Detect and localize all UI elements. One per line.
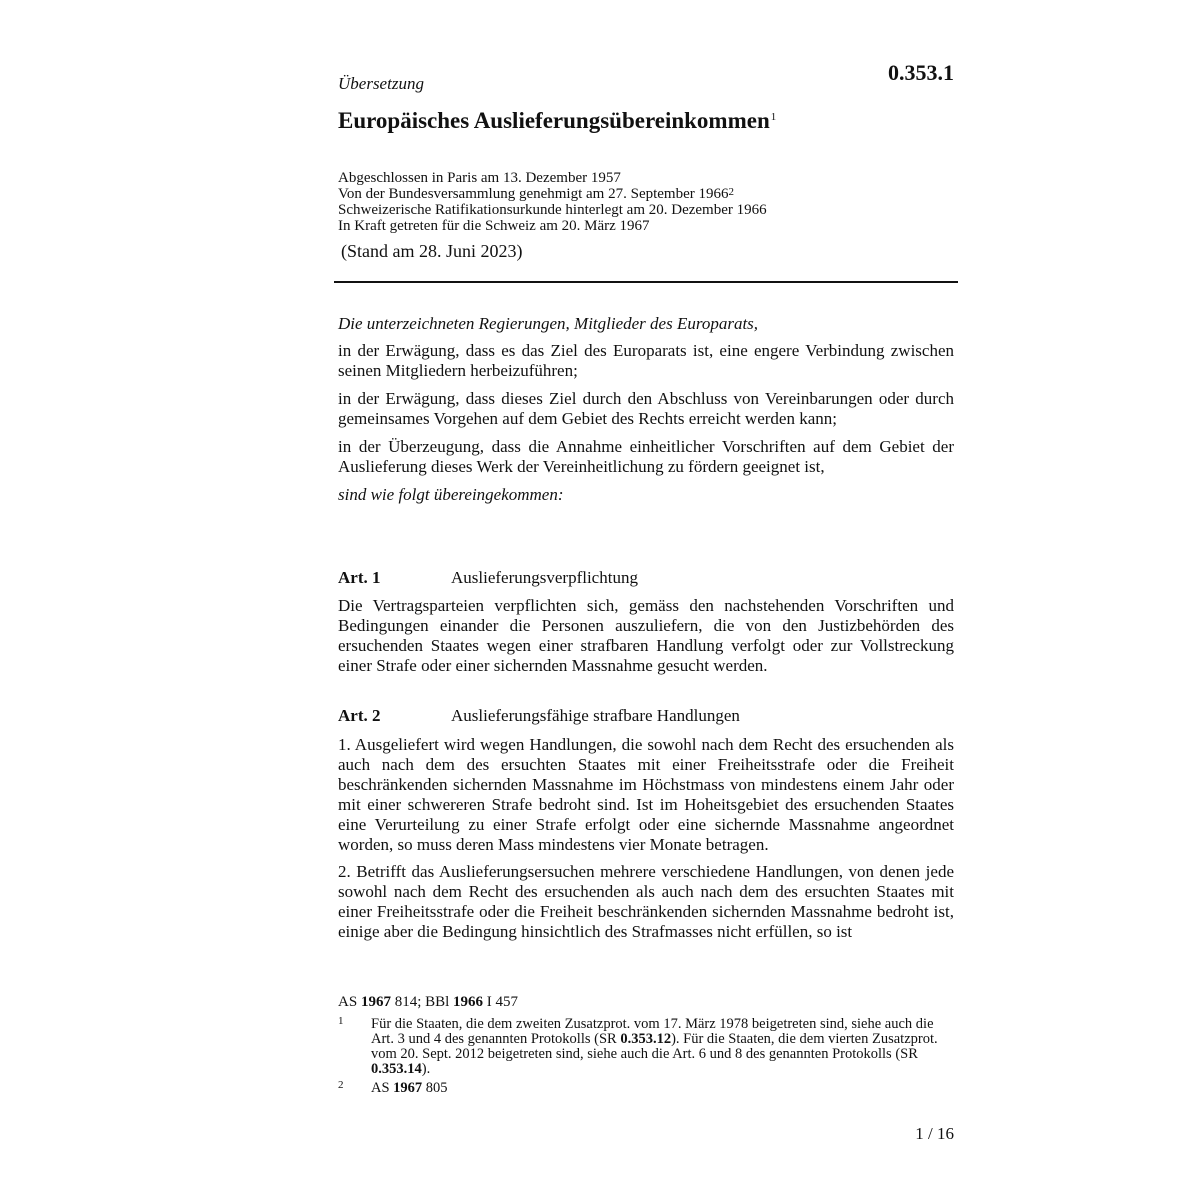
source-as-year: 1967 [360,994,391,1010]
meta-approved-text: Von der Bundesversammlung genehmigt am 27. September 1966 [338,186,729,202]
meta-in-force: In Kraft getreten für die Schweiz am 20. März 1967 [338,218,650,234]
preamble-para-2: in der Erwägung, dass dieses Ziel durch den Abschluss von Vereinbarungen oder durch gemeinsames Vorgehen auf dem Gebiet des Rechts erreicht werden kann; [338,389,954,428]
sr-number: 0.353.1 [888,60,954,85]
article-1-title: Auslieferungsverpflichtung [451,568,638,587]
preamble-closing: sind wie folgt übereingekommen: [338,485,564,504]
status-line: (Stand am 28. Juni 2023) [341,241,523,261]
document-title-text: Europäisches Auslieferungsübereinkommen [338,108,770,133]
source-bbl-year: 1966 [453,994,484,1010]
translation-label: Übersetzung [338,74,424,93]
footnote-2-text [371,1081,943,1096]
footnote-1 [338,1017,954,1077]
footnote-1-text-a: Für die Staaten, die dem zweiten Zusatzprot. vom 17. März 1978 beigetreten sind, siehe auch die Art. 3 und 4 des genannten Protokolls (SR [371,1016,934,1047]
meta-approved [338,186,767,202]
preamble-para-1: in der Erwägung, dass es das Ziel des Europarats ist, eine engere Verbindung zwischen seinen Mitgliedern herbeizuführen; [338,341,954,380]
article-1-paragraph: Die Vertragsparteien verpflichten sich, gemäss den nachstehenden Vorschriften und Bedingungen einander die Personen auszuliefern, die von den Justizbehörden des ersuchenden Staates wegen einer strafbaren Handlung verfolgt oder zur Vollstreckung einer Strafe oder einer sichernden Massnahme gesucht werden. [338,596,954,675]
meta-ratification: Schweizerische Ratifikationsurkunde hinterlegt am 20. Dezember 1966 [338,202,767,218]
article-1-heading [338,568,954,588]
article-1-number: Art. 1 [338,568,381,587]
footnote-2-as-page: 805 [422,1080,448,1096]
footnote-ref-1[interactable]: 1 [770,111,777,123]
document-title [338,108,776,134]
footnote-2-as-year: 1967 [393,1080,423,1096]
source-bbl-page: I 457 [483,994,519,1010]
article-2-number: Art. 2 [338,706,381,725]
footnote-source [338,994,518,1011]
article-2-paragraph-1: 1. Ausgeliefert wird wegen Handlungen, die sowohl nach dem Recht des ersuchenden als auch nach dem des ersuchten Staates mit einer Freiheitsstrafe oder die Freiheit beschränkenden sichernden Massnahme im Höchstmass von mindestens einem Jahr oder mit einer schwereren Strafe bedroht sind. Ist im Hoheitsgebiet des ersuchenden Staates eine Verurteilung zu einer Strafe erfolgt oder eine sichernde Massnahme angeordnet worden, so muss deren Mass mindestens vier Monate betragen. [338,735,954,854]
footnote-1-text-c: ). [421,1061,431,1077]
footnote-1-text-b: ). Für die Staaten, die dem vierten Zusatzprot. vom 20. Sept. 2012 beigetreten sind, siehe auch die Art. 6 und 8 des genannten Protokolls (SR [371,1031,938,1062]
header-divider [334,281,958,283]
source-as-page: 814; BBl [390,994,454,1010]
page-number: 1 / 16 [915,1124,954,1143]
source-as-prefix: AS [338,994,361,1010]
article-2-heading [338,706,954,726]
meta-concluded: Abgeschlossen in Paris am 13. Dezember 1957 [338,170,621,186]
preamble-para-3: in der Überzeugung, dass die Annahme einheitlicher Vorschriften auf dem Gebiet der Auslieferung dieses Werk der Vereinheitlichung zu fördern geeignet ist, [338,437,954,476]
footnote-1-number: 1 [338,1015,344,1027]
footnote-ref-2[interactable]: 2 [728,186,734,198]
article-2-paragraph-2: 2. Betrifft das Auslieferungsersuchen mehrere verschiedene Handlungen, von denen jede sowohl nach dem Recht des ersuchenden als auch nach dem des ersuchten Staates mit einer Freiheitsstrafe oder die Freiheit beschränkenden sichernden Massnahme bedroht ist, einige aber die Bedingung hinsichtlich des Strafmasses nicht erfüllen, so ist [338,862,954,941]
footnote-2-as-prefix: AS [371,1080,394,1096]
footnote-2-number: 2 [338,1079,344,1091]
footnote-1-ref-b[interactable]: 0.353.14 [371,1061,422,1077]
meta-block [338,170,767,234]
preamble-intro: Die unterzeichneten Regierungen, Mitglieder des Europarats, [338,314,759,333]
footnote-2 [338,1081,954,1096]
article-2-title: Auslieferungsfähige strafbare Handlungen [451,706,740,725]
footnote-1-ref-a[interactable]: 0.353.12 [620,1031,672,1047]
footnote-1-text [371,1017,943,1077]
